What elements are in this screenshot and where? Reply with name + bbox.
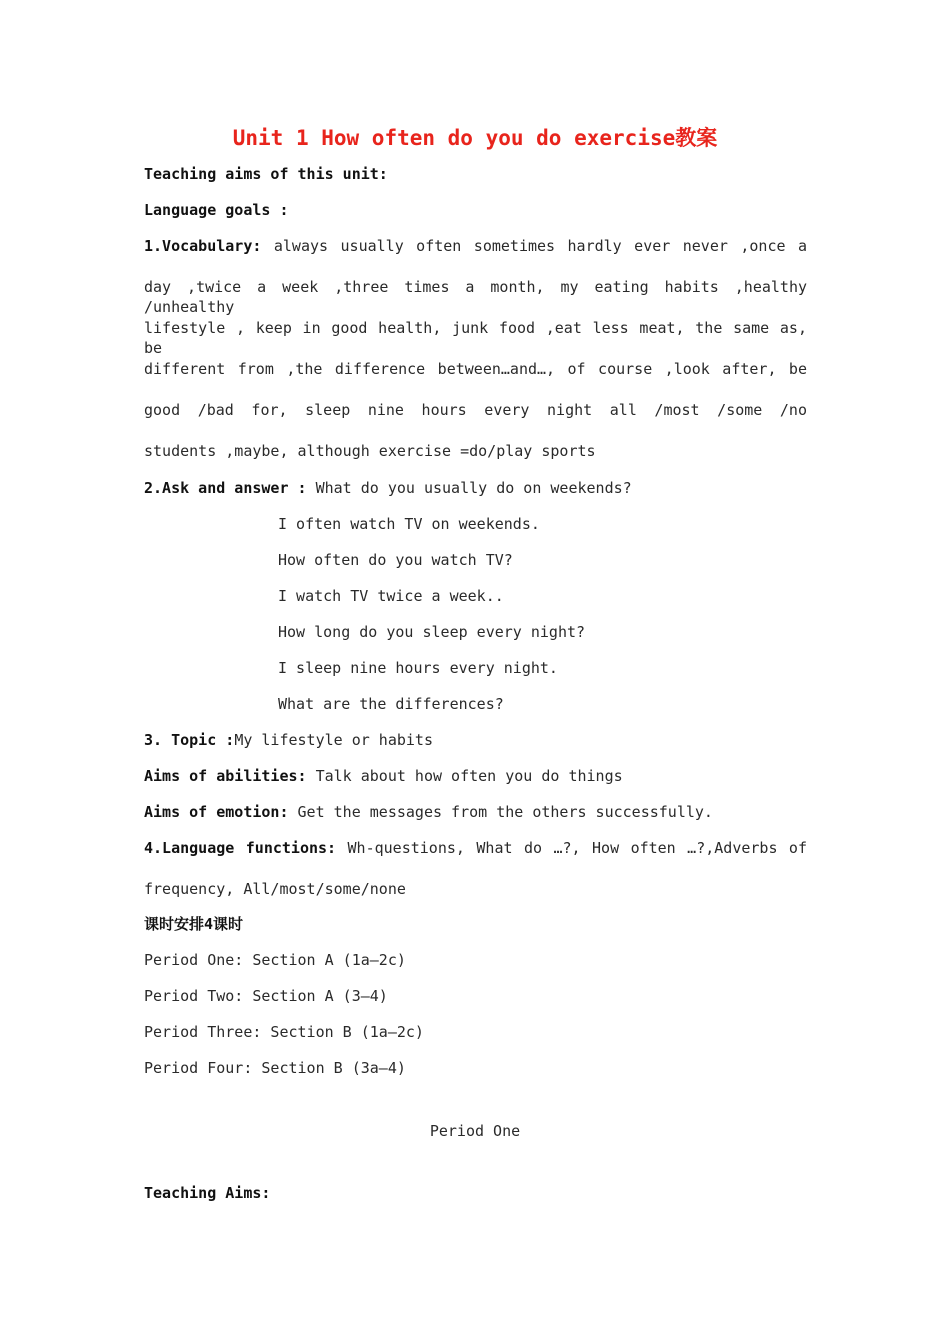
vocab-text: always usually often sometimes hardly ever never ,once a bbox=[273, 237, 808, 255]
emotion-text: Get the messages from the others successfully. bbox=[288, 803, 713, 821]
vocab-line-2: day ,twice a week ,three times a month, my eating habits ,healthy /unhealthy bbox=[144, 278, 807, 316]
teaching-aims-label: Teaching Aims: bbox=[144, 1184, 271, 1202]
topic-text: My lifestyle or habits bbox=[234, 731, 433, 749]
dialogue-line-1: I often watch TV on weekends. bbox=[278, 515, 540, 533]
ask-answer-first: What do you usually do on weekends? bbox=[315, 479, 632, 497]
abilities-text: Talk about how often you do things bbox=[306, 767, 623, 785]
language-goals-heading: Language goals : bbox=[144, 201, 289, 219]
vocab-line-1 bbox=[144, 236, 807, 256]
period-item: Period Three: Section B (1a—2c) bbox=[144, 1023, 424, 1041]
period-item: Period Four: Section B (3a—4) bbox=[144, 1059, 406, 1077]
vocab-label: 1.Vocabulary: bbox=[144, 237, 262, 255]
abilities-line bbox=[144, 766, 807, 786]
vocab-line-6: students ,maybe, although exercise =do/play sports bbox=[144, 442, 596, 460]
functions-line-2: frequency, All/most/some/none bbox=[144, 880, 406, 898]
period-item: Period One: Section A (1a—2c) bbox=[144, 951, 406, 969]
teaching-aims-heading: Teaching aims of this unit: bbox=[144, 165, 388, 183]
emotion-label: Aims of emotion: bbox=[144, 803, 289, 821]
functions-text-1: Wh-questions, What do …?, How often …?,Adverbs of bbox=[347, 839, 807, 857]
functions-line-1 bbox=[144, 838, 807, 858]
ask-answer-line bbox=[144, 478, 807, 498]
topic-line bbox=[144, 730, 807, 750]
period-item: Period Two: Section A (3—4) bbox=[144, 987, 388, 1005]
abilities-label: Aims of abilities: bbox=[144, 767, 307, 785]
period-one-heading: Period One bbox=[429, 1122, 521, 1140]
dialogue-line-6: What are the differences? bbox=[278, 695, 504, 713]
vocab-line-3: lifestyle , keep in good health, junk food ,eat less meat, the same as, be bbox=[144, 319, 807, 357]
dialogue-line-2: How often do you watch TV? bbox=[278, 551, 513, 569]
dialogue-line-4: How long do you sleep every night? bbox=[278, 623, 586, 641]
schedule-heading: 课时安排4课时 bbox=[144, 915, 244, 933]
dialogue-line-5: I sleep nine hours every night. bbox=[278, 659, 558, 677]
emotion-line bbox=[144, 802, 807, 822]
vocab-line-4: different from ,the difference between…and…, of course ,look after, be bbox=[144, 360, 807, 378]
topic-label: 3. Topic : bbox=[144, 731, 235, 749]
ask-answer-label: 2.Ask and answer : bbox=[144, 479, 307, 497]
vocab-line-5: good /bad for, sleep nine hours every night all /most /some /no bbox=[144, 401, 807, 419]
dialogue-line-3: I watch TV twice a week.. bbox=[278, 587, 504, 605]
document-title: Unit 1 How often do you do exercise教案 bbox=[232, 126, 718, 150]
functions-label: 4.Language functions: bbox=[144, 839, 337, 857]
